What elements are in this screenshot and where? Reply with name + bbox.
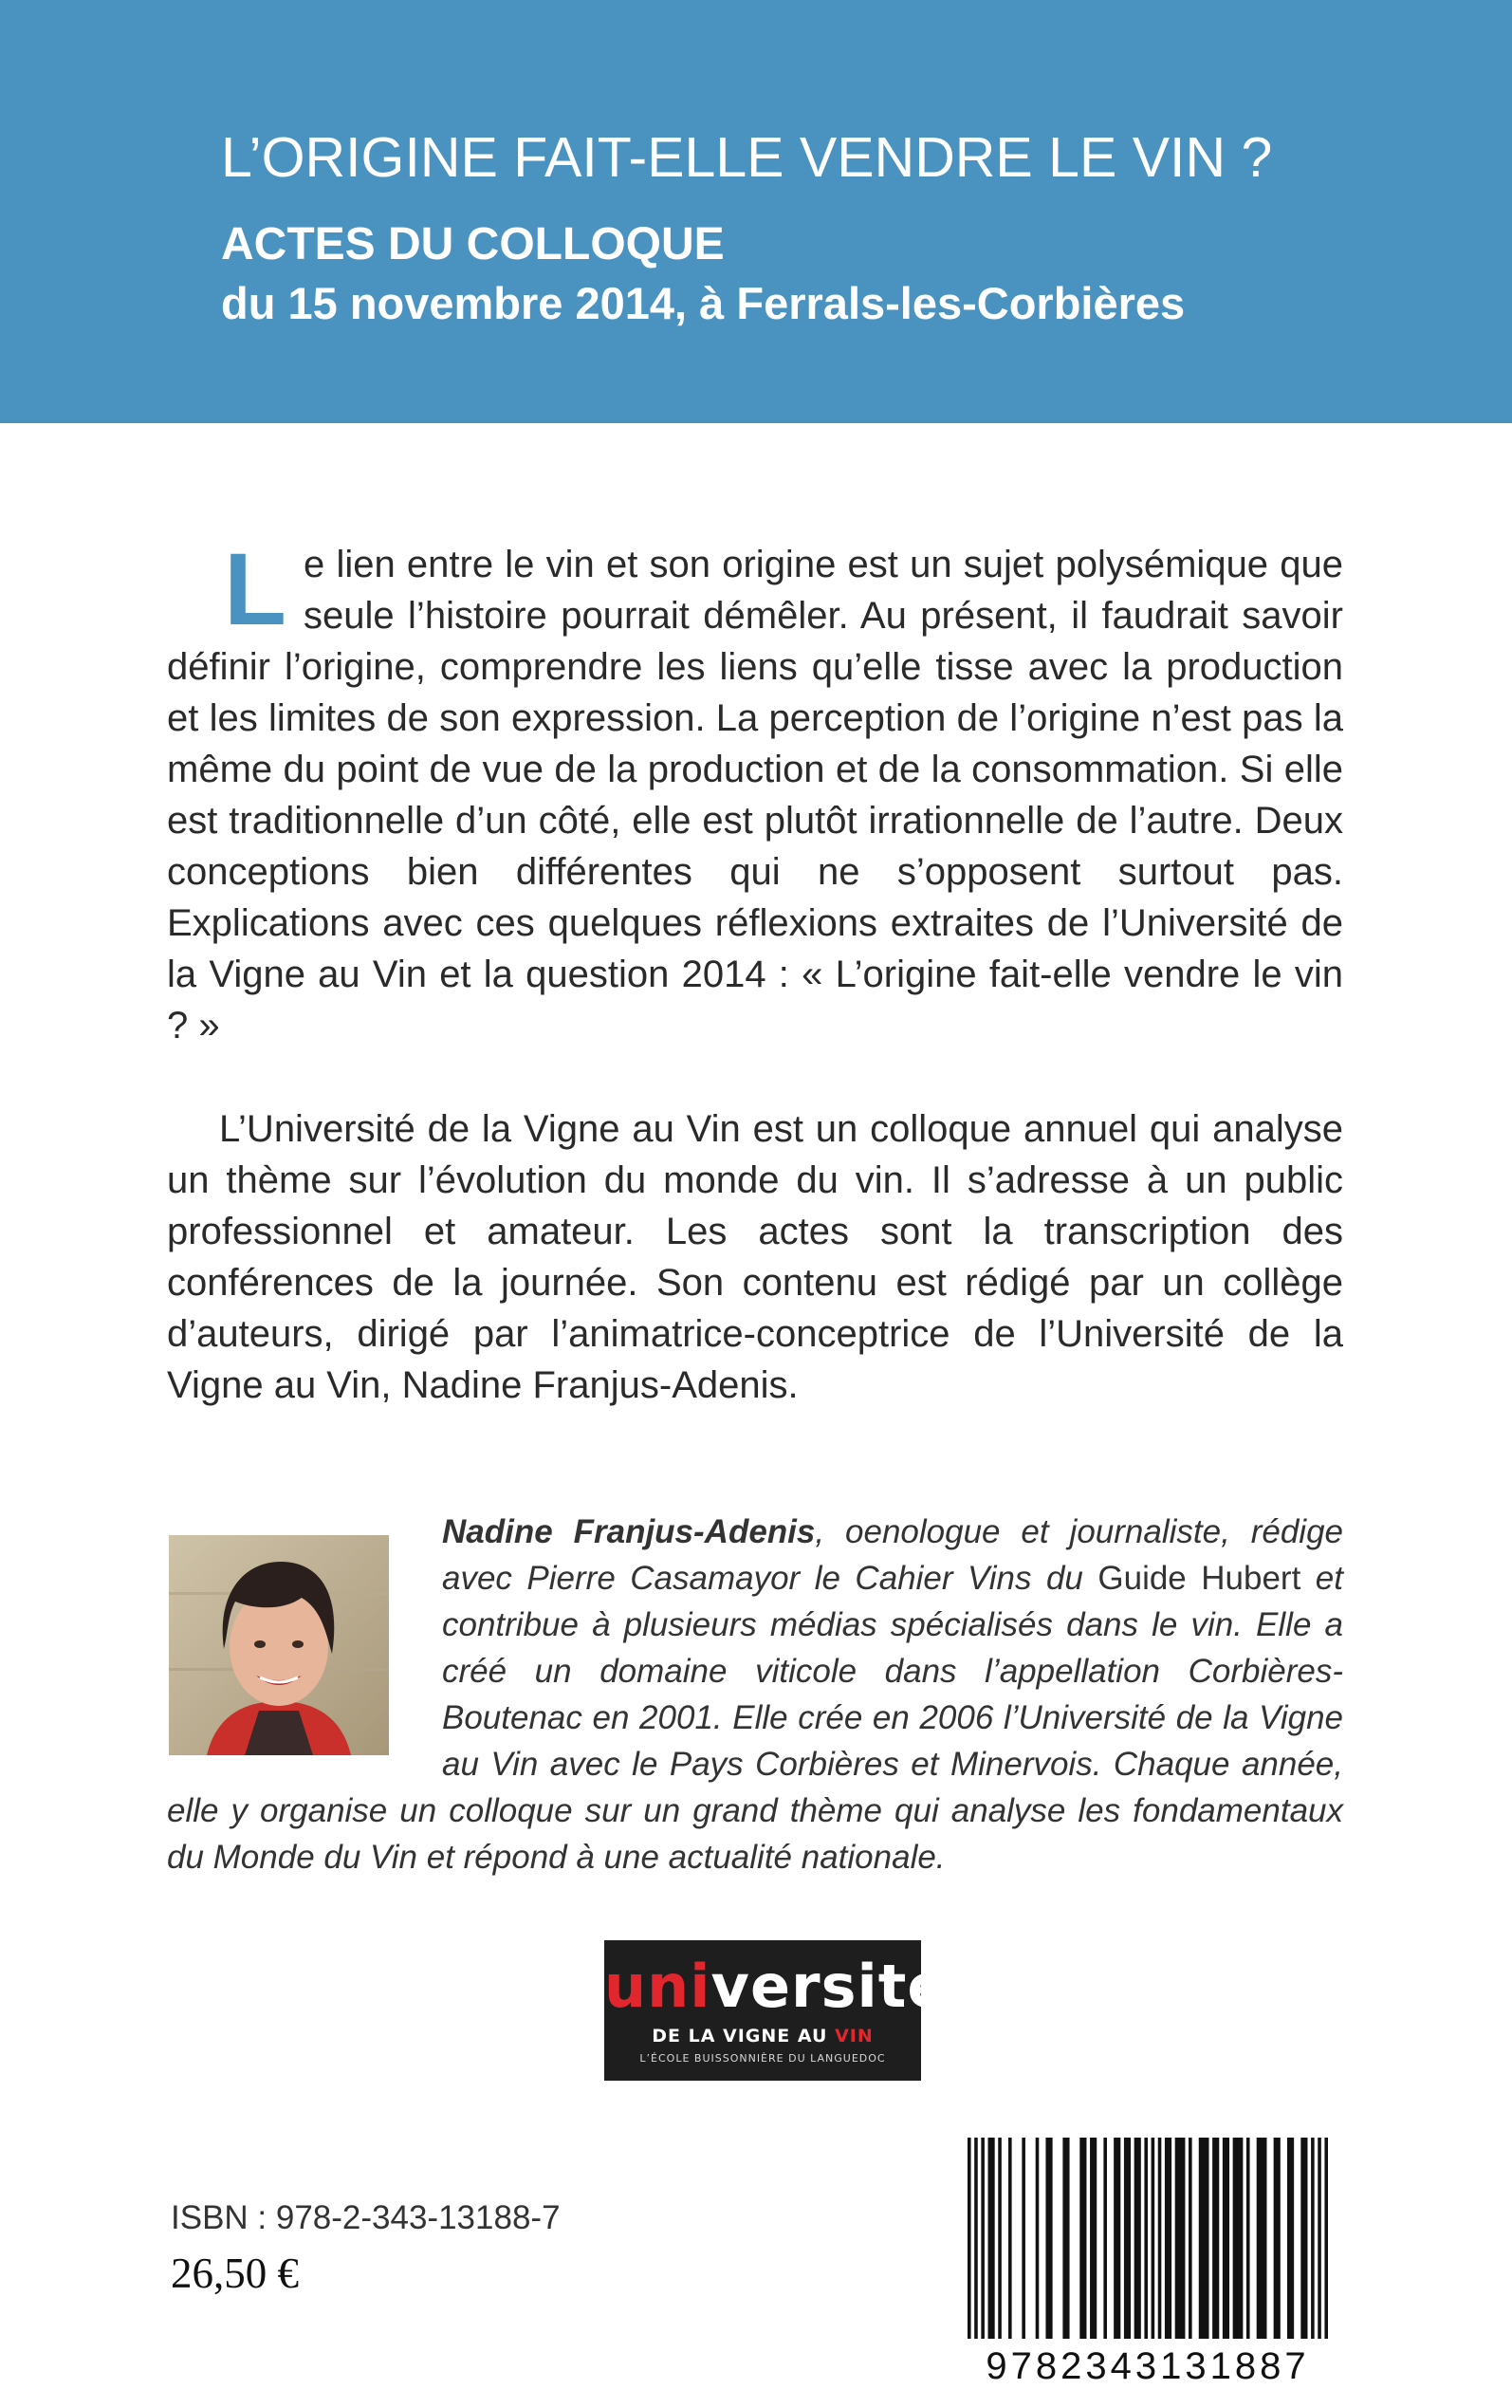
author-bio-text-2: et contribue à plusieurs médias spécialisés dans le vin. Elle a créé un domaine viticole dans l’appellation Corbières-Boutenac en 2001. Elle crée en 2006 l’Université de la Vigne au Vin avec le Pays Corbières et Minervois. Chaque année, elle y organise un colloque sur un grand thème qui analyse les fondamentaux du Monde du Vin et répond à une actualité nationale. — [167, 1560, 1343, 1876]
price: 26,50 € — [171, 2250, 299, 2297]
logo-sub-red: VIN — [835, 2026, 874, 2047]
universite-logo — [604, 1940, 949, 2081]
barcode-bar — [1311, 2138, 1315, 2339]
barcode-bar — [1079, 2138, 1086, 2339]
colloquium-date-place: du 15 novembre 2014, à Ferrals-les-Corbières — [221, 278, 1186, 328]
logo-sub-white: DE LA VIGNE AU — [652, 2026, 836, 2047]
barcode-bar — [1158, 2138, 1162, 2339]
barcode-bar — [1274, 2138, 1281, 2339]
summary-paragraph-1-text: e lien entre le vin et son origine est un sujet polysémique que seule l’histoire pourrait démêler. Au présent, il faudrait savoir définir l’origine, comprendre les liens qu’elle tisse avec la production et les limites de son expression. La perception de l’origine n’est pas la même du point de vue de la production et de la consommation. Si elle est traditionnelle d’un côté, elle est plutôt irrationnelle de l’autre. Deux conceptions bien différentes qui ne s’opposent surtout pas. Explications avec ces quelques réflexions extraites de l’Université de la Vigne au Vin et la question 2014 : « L’origine fait-elle vendre le vin ? » — [167, 544, 1343, 1047]
header-band — [0, 0, 1512, 423]
barcode-bar — [1300, 2138, 1307, 2339]
barcode — [963, 2130, 1333, 2386]
barcode-bar — [974, 2138, 978, 2339]
logo-tagline: L’ÉCOLE BUISSONNIÈRE DU LANGUEDOC — [639, 2052, 886, 2065]
barcode-bar — [1036, 2138, 1040, 2339]
barcode-bar — [981, 2138, 985, 2339]
barcode-bar — [1090, 2138, 1097, 2339]
barcode-bar — [1212, 2138, 1219, 2339]
barcode-bar — [968, 2138, 971, 2339]
barcode-bar — [1287, 2138, 1294, 2339]
barcode-bar — [998, 2138, 1002, 2339]
book-title: L’ORIGINE FAIT-ELLE VENDRE LE VIN ? — [221, 126, 1273, 189]
barcode-bar — [1175, 2138, 1186, 2339]
book-subtitle: ACTES DU COLLOQUE — [221, 219, 725, 269]
barcode-bar — [1199, 2138, 1209, 2339]
drop-cap: L — [224, 531, 286, 646]
barcode-bar — [1022, 2138, 1025, 2339]
author-bio — [167, 1509, 1343, 1880]
barcode-number: 9782343131887 — [986, 2345, 1310, 2386]
barcode-bar — [1257, 2138, 1267, 2339]
isbn: ISBN : 978-2-343-13188-7 — [171, 2199, 561, 2236]
barcode-bar — [1103, 2138, 1107, 2339]
barcode-bar — [988, 2138, 995, 2339]
logo-main-red: uni — [604, 1952, 711, 2021]
barcode-bar — [1124, 2138, 1131, 2339]
author-bio-guide: Guide Hubert — [1097, 1560, 1301, 1597]
barcode-bar — [1062, 2138, 1069, 2339]
barcode-bar — [1045, 2138, 1052, 2339]
barcode-bar — [1324, 2138, 1328, 2339]
barcode-bar — [1246, 2138, 1250, 2339]
barcode-bar — [1223, 2138, 1229, 2339]
author-name: Nadine Franjus-Adenis — [442, 1513, 816, 1550]
barcode-bar — [1233, 2138, 1244, 2339]
barcode-bar — [1152, 2138, 1155, 2339]
barcode-bar — [1165, 2138, 1171, 2339]
author-bio-text-1: , oenologue et journaliste, rédige avec Pierre Casamayor le Cahier Vins du — [442, 1513, 1344, 1597]
barcode-bar — [1318, 2138, 1321, 2339]
barcode-bar — [1134, 2138, 1141, 2339]
logo-main-white: versité — [710, 1952, 949, 2021]
barcode-bar — [1189, 2138, 1192, 2339]
barcode-bar — [1144, 2138, 1148, 2339]
barcode-bar — [1008, 2138, 1012, 2339]
summary-paragraph-1 — [167, 531, 1343, 1051]
summary-paragraph-2: L’Université de la Vigne au Vin est un colloque annuel qui analyse un thème sur l’évolution du monde du vin. Il s’adresse à un public professionnel et amateur. Les actes sont la transcription des conférences de la journée. Son contenu est rédigé par un collège d’auteurs, dirigé par l’animatrice-conceptrice de l’Université de la Vigne au Vin, Nadine Franjus-Adenis. — [167, 1108, 1343, 1406]
barcode-bar — [1114, 2138, 1120, 2339]
